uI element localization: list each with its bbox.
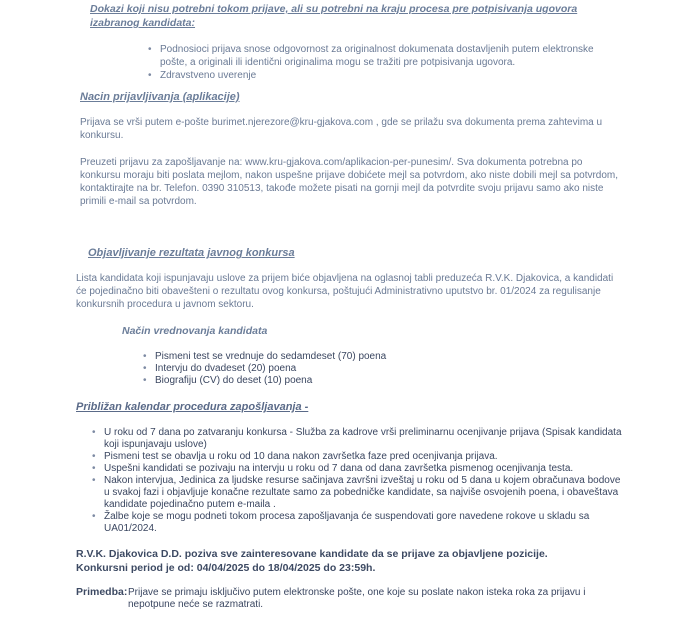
list-item: • Biografiju (CV) do deset (10) poena [143, 375, 543, 387]
list-item: • Podnosioci prijava snose odgovornost za originalnost dokumenata dostavljenih putem elektronske pošte, a originali ili identični originalima mogu se tražiti pre potpisivanja ugovora. [148, 43, 618, 69]
invitation-line-2: Konkursni period je od: 04/04/2025 do 18/04/2025 do 23:59h. [76, 562, 376, 574]
list-item: • Žalbe koje se mogu podneti tokom procesa zapošljavanja će suspendovati gore navedene rokove u skladu sa UA01/2024. [92, 511, 622, 535]
results-heading: Objavljivanje rezultata javnog konkursa [88, 247, 295, 259]
application-paragraph-2: Preuzeti prijavu za zapošljavanje na: www.kru-gjakova.com/aplikacion-per-punesim/. Sva dokumenta potrebna po konkursu moraju biti poslata mejlom, nakon uspešne prijave dobićete mejl sa potvrdom, ako niste dobili mejl sa potvrdom, kontaktirajte na br. Telefon. 0390 310513, takođe možete pisati na gornji mejl da potvrdite svoju prijavu samo ako niste primili e-mail sa potvrdom. [80, 157, 619, 207]
results-paragraph: Lista kandidata koji ispunjavaju uslove za prijem biće objavljena na oglasnoj tabli preduzeća R.V.K. Djakovica, a kandidati će pojedinačno biti obavešteni o rezultatu ovog konkursa, poštujući Administrativno uputstvo br. 01/2024 za regulisanje konkursnih procedura u javnom sektoru. [76, 273, 614, 310]
list-item: • Pismeni test se obavlja u roku od 10 dana nakon završetka faze pred ocenjivanja prijava. [92, 451, 622, 463]
docs-heading-line1: Dokazi koji nisu potrebni tokom prijave, ali su potrebni na kraju procesa pre potpisivanja ugovora [90, 3, 578, 15]
list-item: • Intervju do dvadeset (20) poena [143, 363, 543, 375]
calendar-list [92, 427, 622, 535]
list-item: • Uspešni kandidati se pozivaju na intervju u roku od 7 dana od dana završetka pismenog ocenjivanja testa. [92, 463, 622, 475]
docs-list [148, 43, 618, 82]
evaluation-list [143, 351, 543, 387]
invitation-line-1: R.V.K. Djakovica D.D. poziva sve zainteresovane kandidate da se prijave za objavljene pozicije. [76, 548, 548, 560]
docs-heading-line2: izabranog kandidata: [90, 17, 196, 29]
list-item: • U roku od 7 dana po zatvaranju konkursa - Služba za kadrove vrši preliminarnu ocenjivanje prijava (Spisak kandidata koji ispunjavaju uslove) [92, 427, 622, 451]
list-item: • Nakon intervjua, Jedinica za ljudske resurse sačinjava završni izveštaj u roku od 5 dana u kojem obračunava bodove u svakoj fazi i objavljuje konačne rezultate samo za pobedničke kandidate, sa najviše osvojenih poena, i obaveštava kandidate pojedinačno putem e-maila . [92, 475, 622, 511]
list-item: • Pismeni test se vrednuje do sedamdeset (70) poena [143, 351, 543, 363]
application-paragraph-1: Prijava se vrši putem e-pošte burimet.njerezore@kru-gjakova.com , gde se prilažu sva dokumenta prema zahtevima u konkursu. [80, 117, 603, 141]
evaluation-heading: Način vrednovanja kandidata [122, 325, 268, 337]
calendar-heading: Približan kalendar procedura zapošljavanja - [76, 401, 309, 413]
note-label: Primedba: [76, 586, 128, 598]
application-heading: Nacin prijavljivanja (aplikacije) [80, 91, 240, 103]
note-text: Prijave se primaju isključivo putem elektronske pošte, one koje su poslate nakon isteka roka za prijavu i nepotpune neće se razmatrati. [128, 587, 586, 610]
list-item: • Zdravstveno uverenje [148, 69, 618, 82]
